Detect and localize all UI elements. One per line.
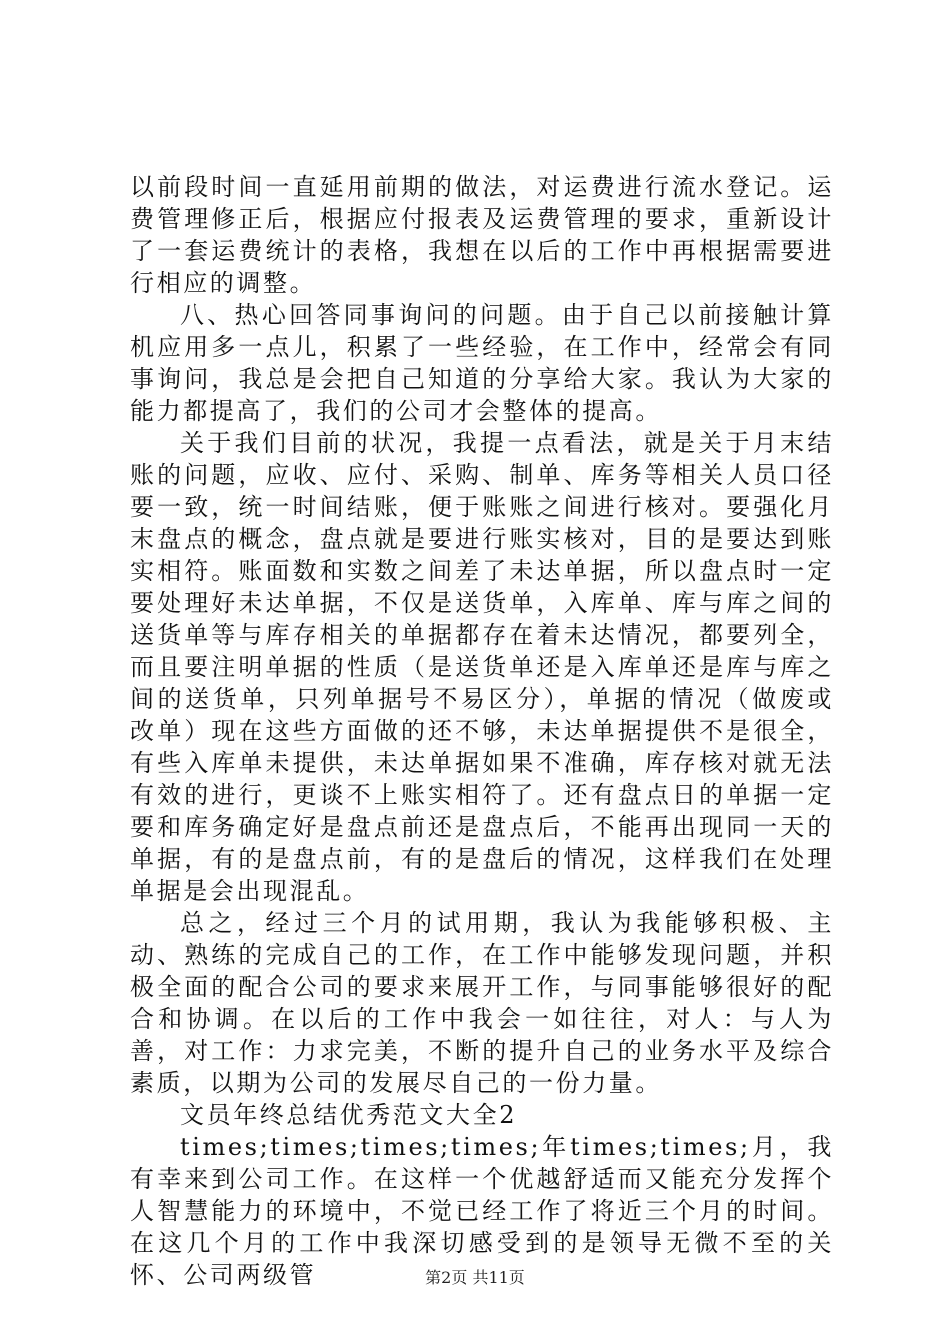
document-body [130,171,834,1291]
page-number-footer: 第2页 共11页 [425,1268,525,1287]
paragraph-second-article-intro: times;times;times;times;年times;times;月，我有幸来到公司工作。在这样一个优越舒适而又能充分发挥个人智慧能力的环境中，不觉已经工作了将近三个月的时间。在这几个月的工作中我深切感受到的是领导无微不至的关怀、公司两级管 [130,1133,834,1289]
section-heading: 文员年终总结优秀范文大全2 [180,1101,518,1129]
paragraph-freight-registration: 以前段时间一直延用前期的做法，对运费进行流水登记。运费管理修正后，根据应付报表及运费管理的要求，重新设计了一套运费统计的表格，我想在以后的工作中再根据需要进行相应的调整。 [130,173,834,297]
paragraph-conclusion: 总之，经过三个月的试用期，我认为我能够积极、主动、熟练的完成自己的工作，在工作中能够发现问题，并积极全面的配合公司的要求来展开工作，与同事能够很好的配合和协调。在以后的工作中我会一如往往，对人：与人为善，对工作：力求完美，不断的提升自己的业务水平及综合素质，以期为公司的发展尽自己的一份力量。 [130,909,834,1097]
paragraph-month-end-closing: 关于我们目前的状况，我提一点看法，就是关于月末结账的问题，应收、应付、采购、制单、库务等相关人员口径要一致，统一时间结账，便于账账之间进行核对。要强化月末盘点的概念，盘点就是要进行账实核对，目的是要达到账实相符。账面数和实数之间差了未达单据，所以盘点时一定要处理好未达单据，不仅是送货单，入库单、库与库之间的送货单等与库存相关的单据都存在着未达情况，都要列全，而且要注明单据的性质（是送货单还是入库单还是库与库之间的送货单，只列单据号不易区分），单据的情况（做废或改单）现在这些方面做的还不够，未达单据提供不是很全，有些入库单未提供，未达单据如果不准确，库存核对就无法有效的进行，更谈不上账实相符了。还有盘点日的单据一定要和库务确定好是盘点前还是盘点后，不能再出现同一天的单据，有的是盘点前，有的是盘后的情况，这样我们在处理单据是会出现混乱。 [130,429,834,905]
paragraph-item-eight: 八、热心回答同事询问的问题。由于自己以前接触计算机应用多一点儿，积累了一些经验，在工作中，经常会有同事询问，我总是会把自己知道的分享给大家。我认为大家的能力都提高了，我们的公司才会整体的提高。 [130,301,834,425]
